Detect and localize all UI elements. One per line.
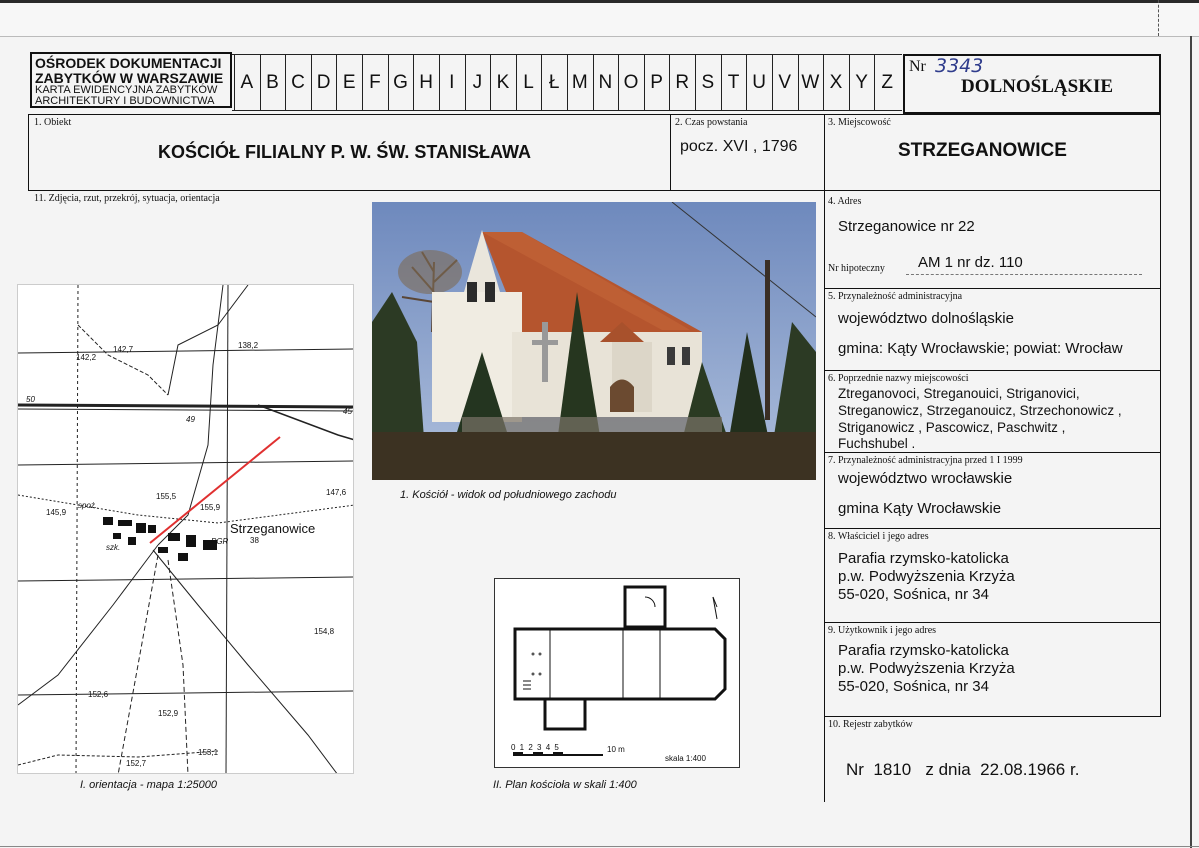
- region-name: DOLNOŚLĄSKIE: [961, 76, 1114, 97]
- former-names-label: 6. Poprzednie nazwy miejscowości: [828, 373, 969, 384]
- photos-section-label: 11. Zdjęcia, rzut, przekrój, sytuacja, orientacja: [34, 193, 220, 204]
- plan-drawing: [495, 579, 741, 769]
- admin-line-1: województwo dolnośląskie: [838, 310, 1014, 327]
- alphabet-separator: [618, 54, 619, 110]
- right-border: [1160, 114, 1161, 716]
- alphabet-separator: [721, 54, 722, 110]
- map-label-38: 38: [250, 536, 259, 545]
- plan-scale-ticks: 0 1 2 3 4 5: [511, 743, 560, 752]
- map-elev-152-9: 152,9: [158, 709, 179, 718]
- map-grid-45: 45: [343, 407, 352, 416]
- institution-line-3: KARTA EWIDENCYJNA ZABYTKÓW: [35, 84, 218, 96]
- map-label-szk: szk.: [106, 543, 121, 552]
- alphabet-letter: R: [675, 72, 690, 93]
- admin-label: 5. Przynależność administracyjna: [828, 291, 963, 302]
- alphabet-letter: F: [369, 72, 381, 93]
- paper-top-edge: [0, 0, 1199, 37]
- former-names-line-3: Striganowicz , Pascowicz, Paschwitz ,: [838, 420, 1066, 435]
- alphabet-separator: [644, 54, 645, 110]
- plan-scale-text: skala 1:400: [665, 754, 706, 763]
- alphabet-letter: G: [393, 72, 408, 93]
- row-line-admin-before: [824, 528, 1161, 529]
- locality-value: STRZEGANOWICE: [898, 140, 1067, 161]
- alphabet-separator: [285, 54, 286, 110]
- alphabet-separator: [593, 54, 594, 110]
- map-elev-155-9: 155,9: [200, 503, 221, 512]
- institution-line-1: OŚRODEK DOKUMENTACJI: [35, 55, 222, 71]
- alphabet-letter: C: [291, 72, 305, 93]
- alphabet-letter: X: [829, 72, 843, 93]
- alphabet-letter: S: [701, 72, 715, 93]
- sheet-right-edge: [1190, 36, 1192, 848]
- row-line-former: [824, 452, 1161, 453]
- record-number-box: [903, 54, 1161, 114]
- map-elev-138-2: 138,2: [238, 341, 259, 350]
- record-number-label: Nr: [909, 58, 926, 75]
- sheet-bottom-edge: [0, 846, 1199, 847]
- alphabet-separator: [772, 54, 773, 110]
- alphabet-letter: D: [316, 72, 331, 93]
- alphabet-separator: [465, 54, 466, 110]
- map-elev-142-2: 142,2: [76, 353, 97, 362]
- date-label: 2. Czas powstania: [675, 117, 748, 128]
- user-line-3: 55-020, Sośnica, nr 34: [838, 678, 989, 695]
- admin-line-2: gmina: Kąty Wrocławskie; powiat: Wrocław: [838, 340, 1123, 357]
- register-label: 10. Rejestr zabytków: [828, 719, 913, 730]
- paper-corner-dashes: [1158, 0, 1199, 36]
- alphabet-separator: [388, 54, 389, 110]
- map-grid-50: 50: [26, 395, 35, 404]
- plan-caption: II. Plan kościoła w skali 1:400: [493, 779, 637, 791]
- map-elev-153-1: 153,1: [198, 748, 219, 757]
- left-border-top: [28, 114, 29, 190]
- mortgage-label: Nr hipoteczny: [828, 263, 885, 274]
- alphabet-letter: U: [752, 72, 766, 93]
- map-elev-145-9: 145,9: [46, 508, 67, 517]
- alphabet-letter: L: [523, 72, 534, 93]
- record-number-value: 3343: [935, 55, 984, 77]
- alphabet-separator: [746, 54, 747, 110]
- col-divider-main: [824, 114, 825, 802]
- photo-caption: 1. Kościół - widok od południowego zachodu: [400, 489, 617, 501]
- institution-line-2: ZABYTKÓW W WARSZAWIE: [35, 70, 224, 86]
- alphabet-letter: T: [727, 72, 740, 93]
- alphabet-separator: [362, 54, 363, 110]
- alphabet-separator: [798, 54, 799, 110]
- admin-before-line-1: województwo wrocławskie: [838, 470, 1013, 487]
- alphabet-separator: [849, 54, 850, 110]
- alphabet-separator: [567, 54, 568, 110]
- user-line-2: p.w. Podwyższenia Krzyża: [838, 660, 1015, 677]
- alphabet-separator: [541, 54, 542, 110]
- col-divider-object: [670, 114, 671, 190]
- plan-scale-end: 10 m: [607, 745, 625, 754]
- alphabet-separator: [669, 54, 670, 110]
- alphabet-separator: [516, 54, 517, 110]
- row-line-2: [28, 190, 1161, 191]
- alphabet-separator: [490, 54, 491, 110]
- alphabet-letter: E: [342, 72, 356, 93]
- user-line-1: Parafia rzymsko-katolicka: [838, 642, 1009, 659]
- mortgage-value: AM 1 nr dz. 110: [918, 254, 1023, 271]
- alphabet-letter: J: [472, 72, 483, 93]
- alphabet-separator: [234, 54, 235, 110]
- register-value: Nr 1810 z dnia 22.08.1966 r.: [846, 760, 1080, 779]
- institution-box: [30, 52, 232, 108]
- alphabet-letter: B: [266, 72, 279, 93]
- alphabet-letter: M: [571, 72, 588, 93]
- map-caption: I. orientacja - mapa 1:25000: [80, 779, 217, 791]
- institution-line-4: ARCHITEKTURY I BUDOWNICTWA: [35, 95, 215, 107]
- alphabet-letter: H: [419, 72, 433, 93]
- alphabet-separator: [823, 54, 824, 110]
- address-label: 4. Adres: [828, 196, 862, 207]
- alphabet-letter: N: [598, 72, 613, 93]
- alphabet-letter: A: [240, 72, 254, 93]
- row-line-address: [824, 288, 1161, 289]
- address-value: Strzeganowice nr 22: [838, 218, 975, 235]
- admin-before-label: 7. Przynależność administracyjna przed 1 I 1999: [828, 455, 1023, 466]
- alphabet-letter: W: [801, 72, 820, 93]
- user-label: 9. Użytkownik i jego adres: [828, 625, 937, 636]
- map-grid-49: 49: [186, 415, 195, 424]
- alphabet-separator: [336, 54, 337, 110]
- object-label: 1. Obiekt: [34, 117, 72, 128]
- row-line-admin: [824, 370, 1161, 371]
- alphabet-separator: [311, 54, 312, 110]
- alphabet-letter: Z: [881, 72, 893, 93]
- alphabet-letter: Y: [855, 72, 868, 93]
- owner-line-3: 55-020, Sośnica, nr 34: [838, 586, 989, 603]
- map-label-spoz: spoż.: [78, 501, 98, 510]
- map-elev-155-5: 155,5: [156, 492, 177, 501]
- alphabet-letter: K: [496, 72, 510, 93]
- row-line-1: [28, 114, 1161, 115]
- church-photo: [372, 202, 816, 480]
- alphabet-separator: [413, 54, 414, 110]
- map-elev-152-7: 152,7: [126, 759, 147, 768]
- former-names-line-4: Fuchshubel .: [838, 436, 916, 451]
- alphabet-separator: [695, 54, 696, 110]
- map-elev-147-6: 147,6: [326, 488, 347, 497]
- alphabet-top-line: [232, 54, 902, 55]
- paper-top-border: [0, 0, 1199, 3]
- row-line-user: [824, 716, 1161, 717]
- owner-label: 8. Właściciel i jego adres: [828, 531, 929, 542]
- alphabet-separator: [439, 54, 440, 110]
- alphabet-letter: Ł: [548, 72, 560, 93]
- alphabet-letter: I: [449, 72, 455, 93]
- alphabet-letter: O: [623, 72, 639, 93]
- alphabet-separator: [260, 54, 261, 110]
- map-town-name: Strzeganowice: [230, 521, 316, 536]
- map-label-pgr: PGR: [211, 537, 229, 546]
- admin-before-line-2: gmina Kąty Wrocławskie: [838, 500, 1002, 517]
- alphabet-letter: V: [778, 72, 792, 93]
- date-value: pocz. XVI , 1796: [680, 138, 798, 155]
- church-plan: [494, 578, 740, 768]
- map-elev-154-8: 154,8: [314, 627, 335, 636]
- mortgage-underline: [906, 274, 1142, 275]
- map-elev-142-7: 142,7: [113, 345, 134, 354]
- former-names-line-1: Ztreganovoci, Streganouici, Striganovici,: [838, 386, 1080, 401]
- former-names-line-2: Streganowicz, Strzeganouicz, Strzechonowicz ,: [838, 403, 1122, 418]
- alphabet-bottom-line: [232, 110, 902, 111]
- object-value: KOŚCIÓŁ FILIALNY P. W. ŚW. STANISŁAWA: [158, 142, 532, 162]
- owner-line-1: Parafia rzymsko-katolicka: [838, 550, 1009, 567]
- owner-line-2: p.w. Podwyższenia Krzyża: [838, 568, 1015, 585]
- alphabet-letter: P: [650, 72, 663, 93]
- map-elev-152-6: 152,6: [88, 690, 109, 699]
- orientation-map: [17, 284, 354, 774]
- locality-label: 3. Miejscowość: [828, 117, 891, 128]
- row-line-owner: [824, 622, 1161, 623]
- alphabet-separator: [874, 54, 875, 110]
